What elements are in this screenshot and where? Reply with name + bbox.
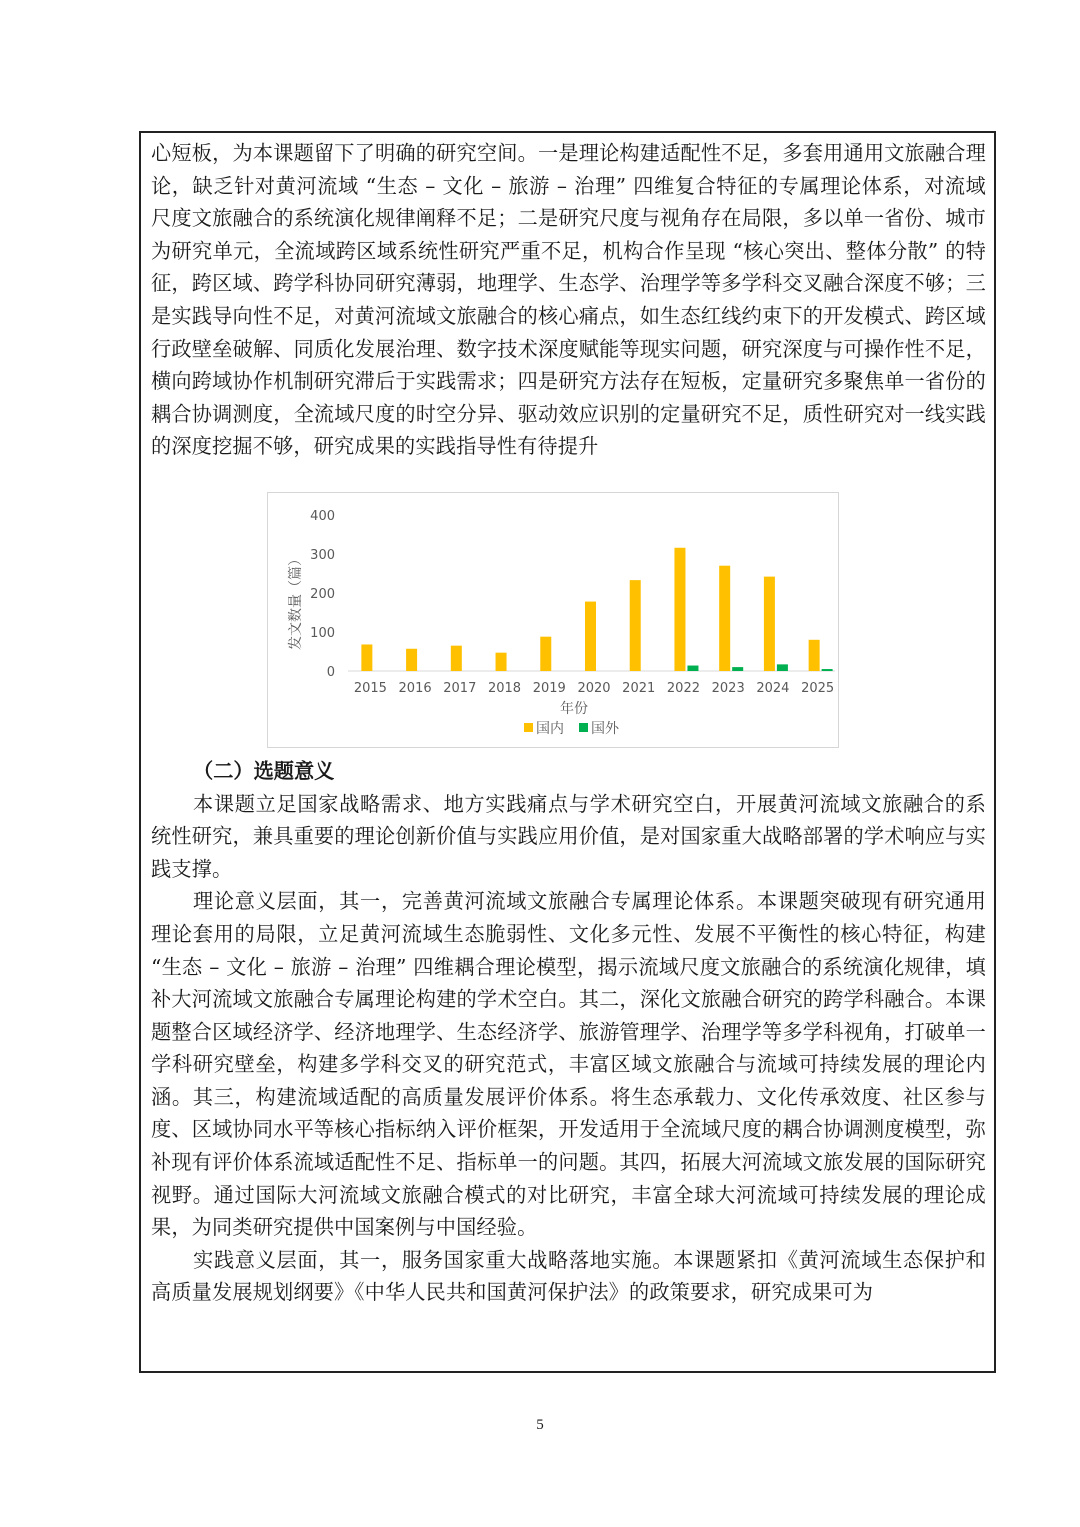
x-tick-label-2021: 2021 [622, 680, 656, 696]
page-number: 5 [536, 1417, 544, 1433]
legend-label-foreign: 国外 [591, 720, 619, 737]
x-tick-label-2016: 2016 [398, 680, 432, 696]
x-tick-label-2024: 2024 [756, 680, 790, 696]
x-tick-label-2018: 2018 [487, 680, 522, 696]
bar-domestic-2024 [764, 577, 775, 671]
legend-label-domestic: 国内 [536, 720, 564, 737]
chart-canvas [268, 493, 838, 747]
legend-swatch-domestic [524, 723, 533, 732]
section-heading: （二）选题意义 [193, 758, 335, 783]
bar-foreign-2025 [822, 669, 833, 671]
content-frame [139, 131, 996, 1373]
paragraph-practical-significance: 实践意义层面，其一，服务国家重大战略落地实施。本课题紧扣《黄河流域生态保护和高质量发展规划纲要》《中华人民共和国黄河保护法》的政策要求，研究成果可为 [151, 1247, 986, 1305]
x-tick-label-2020: 2020 [577, 680, 611, 696]
publication-count-chart [267, 492, 839, 748]
bar-foreign-2022 [687, 665, 698, 670]
x-tick-label-2015: 2015 [353, 680, 387, 696]
bar-domestic-2025 [809, 640, 820, 671]
bar-domestic-2022 [674, 548, 685, 671]
x-tick-label-2022: 2022 [666, 680, 701, 696]
bar-domestic-2018 [496, 653, 507, 671]
x-tick-label-2019: 2019 [532, 680, 566, 696]
paragraph-research-gaps: 心短板，为本课题留下了明确的研究空间。一是理论构建适配性不足，多套用通用文旅融合理论，缺乏针对黄河流域 “生态 – 文化 – 旅游 – 治理” 四维复合特征的专属理论体系，对流域尺度文旅融合的系统演化规律阐释不足；二是研究尺度与视角存在局限，多以单一省份、城市为研究单元，全流域跨区域系统性研究严重不足，机构合作呈现 “核心突出、整体分散” 的特征，跨区域、跨学科协同研究薄弱，地理学、生态学、治理学等多学科交叉融合深度不够；三是实践导向性不足，对黄河流域文旅融合的核心痛点，如生态红线约束下的开发模式、跨区域行政壁垒破解、同质化发展治理、数字技术深度赋能等现实问题，研究深度与可操作性不足，横向跨域协作机制研究滞后于实践需求；四是研究方法存在短板，定量研究多聚焦单一省份的耦合协调测度，全流域尺度的时空分异、驱动效应识别的定量研究不足，质性研究对一线实践的深度挖掘不够，研究成果的实践指导性有待提升 [151, 141, 986, 459]
y-axis-title: 发文数量（篇） [288, 551, 304, 650]
x-axis-title: 年份 [560, 700, 588, 717]
bar-domestic-2020 [585, 602, 596, 671]
bar-domestic-2017 [451, 646, 462, 671]
bar-foreign-2024 [777, 664, 788, 671]
x-tick-label-2023: 2023 [711, 680, 745, 696]
document-body [151, 137, 986, 1309]
paragraph-theoretical-significance: 理论意义层面，其一，完善黄河流域文旅融合专属理论体系。本课题突破现有研究通用理论套用的局限，立足黄河流域生态脆弱性、文化多元性、发展不平衡性的核心特征，构建 “生态 – 文化 – 旅游 – 治理” 四维耦合理论模型，揭示流域尺度文旅融合的系统演化规律，填补大河流域文旅融合专属理论构建的学术空白。其二，深化文旅融合研究的跨学科融合。本课题整合区域经济学、经济地理学、生态经济学、旅游管理学、治理学等多学科视角，打破单一学科研究壁垒，构建多学科交叉的研究范式，丰富区域文旅融合与流域可持续发展的理论内涵。其三，构建流域适配的高质量发展评价体系。将生态承载力、文化传承效度、社区参与度、区域协同水平等核心指标纳入评价框架，开发适用于全流域尺度的耦合协调测度模型，弥补现有评价体系流域适配性不足、指标单一的问题。其四，拓展大河流域文旅发展的国际研究视野。通过国际大河流域文旅融合模式的对比研究，丰富全球大河流域可持续发展的理论成果，为同类研究提供中国案例与中国经验。 [151, 889, 986, 1240]
bar-domestic-2023 [719, 566, 730, 671]
y-tick-label: 400 [310, 508, 335, 524]
y-tick-label: 0 [326, 664, 335, 680]
y-tick-label: 200 [310, 586, 335, 602]
x-tick-label-2025: 2025 [801, 680, 835, 696]
bar-domestic-2015 [361, 644, 372, 671]
y-tick-label: 300 [310, 547, 335, 563]
legend-swatch-foreign [579, 723, 588, 732]
bar-domestic-2021 [630, 580, 641, 671]
bar-domestic-2019 [540, 637, 551, 671]
paragraph-significance-intro: 本课题立足国家战略需求、地方实践痛点与学术研究空白，开展黄河流域文旅融合的系统性研究，兼具重要的理论创新价值与实践应用价值，是对国家重大战略部署的学术响应与实践支撑。 [151, 791, 986, 881]
y-tick-label: 100 [310, 625, 335, 641]
bar-domestic-2016 [406, 649, 417, 671]
bar-foreign-2023 [732, 667, 743, 671]
x-tick-label-2017: 2017 [443, 680, 477, 696]
